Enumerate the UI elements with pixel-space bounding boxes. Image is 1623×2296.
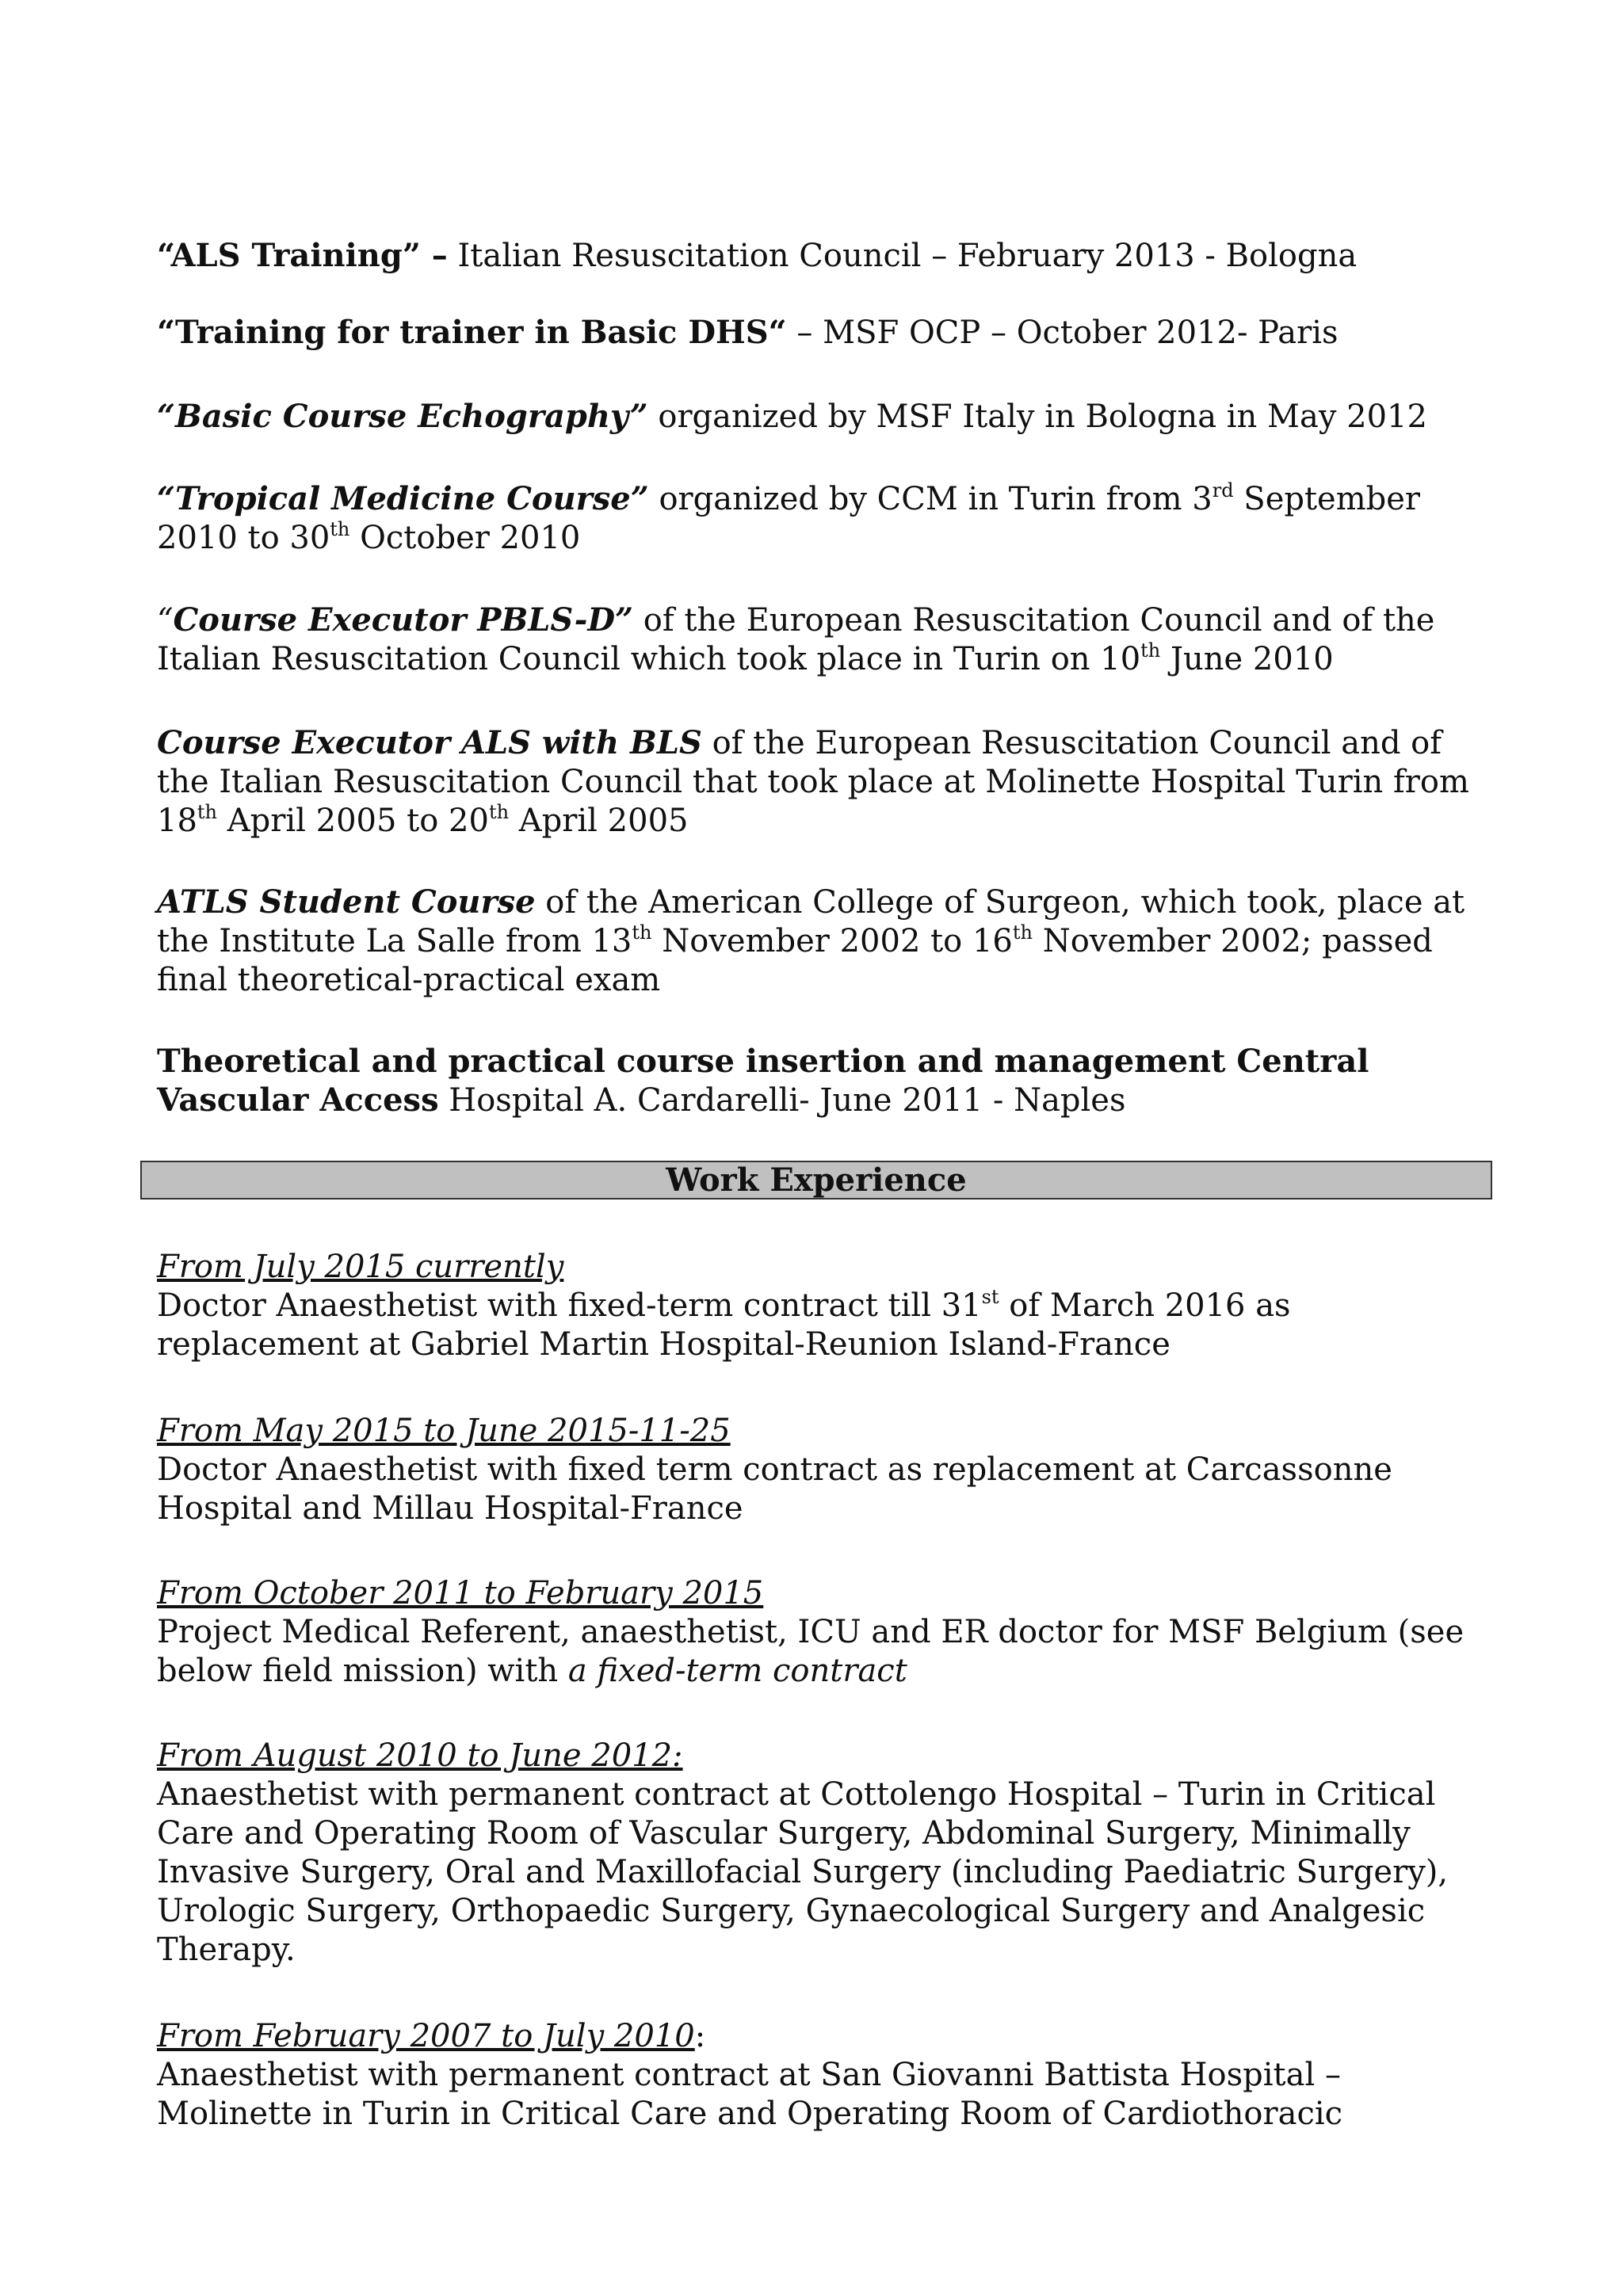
course-title: ATLS Student Course (157, 883, 536, 921)
job-period: From May 2015 to June 2015-11-25 (157, 1413, 731, 1449)
job-period: From February 2007 to July 2010 (157, 2018, 695, 2054)
job-line: Doctor Anaesthetist with fixed term contract as replacement at Carcassonne (157, 1451, 1392, 1488)
ordinal-suffix: rd (1212, 479, 1234, 502)
job-line: Urologic Surgery, Orthopaedic Surgery, Gynaecological Surgery and Analgesic (157, 1893, 1426, 1929)
ordinal-suffix: th (1012, 921, 1033, 944)
course-details: the Institute La Salle from 13 (157, 923, 632, 959)
course-title: “Basic Course Echography” (157, 398, 648, 435)
course-details: October 2010 (349, 520, 581, 556)
course-title: Course Executor PBLS-D” (173, 601, 634, 639)
job-line: Hospital and Millau Hospital-France (157, 1490, 743, 1527)
course-line (157, 883, 1488, 922)
course-executor-pbls-d (157, 601, 1488, 679)
job-entry (157, 1574, 1488, 1691)
job-details: below field mission) with (157, 1653, 568, 1689)
course-details: September (1233, 481, 1421, 517)
course-details: organized by CCM in Turin from 3 (648, 481, 1212, 517)
course-basic-echography (157, 397, 1488, 437)
course-atls-student (157, 883, 1488, 1000)
course-title-quote: “ (157, 602, 174, 639)
job-details: Doctor Anaesthetist with fixed-term contract till 31 (157, 1287, 982, 1324)
course-line (157, 1081, 1488, 1120)
course-details: 18 (157, 803, 197, 839)
ordinal-suffix: st (981, 1286, 999, 1308)
ordinal-suffix: th (330, 518, 350, 540)
ordinal-suffix: th (488, 801, 510, 823)
course-details: of the American College of Surgeon, which took, place at (535, 884, 1465, 921)
course-line (157, 601, 1488, 640)
job-line: Anaesthetist with permanent contract at San Giovanni Battista Hospital – (157, 2057, 1341, 2093)
course-title: “Tropical Medicine Course” (157, 480, 649, 517)
ordinal-suffix: th (197, 801, 218, 823)
course-details: June 2010 (1160, 641, 1334, 677)
course-details: Italian Resuscitation Council which took place in Turin on 10 (157, 641, 1141, 677)
course-details: of the European Resuscitation Council and of (701, 725, 1442, 761)
job-entry (157, 1412, 1488, 1528)
course-training-for-trainer (157, 313, 1488, 353)
course-line (157, 640, 1488, 679)
course-executor-als-bls (157, 723, 1488, 841)
job-period-line (157, 2017, 1488, 2056)
job-line (157, 1287, 1488, 1325)
course-details: of the European Resuscitation Council and of the (633, 602, 1435, 639)
course-line: final theoretical-practical exam (157, 962, 661, 998)
course-details: Hospital A. Cardarelli- June 2011 - Naples (438, 1082, 1126, 1119)
course-details: April 2005 to 20 (217, 803, 489, 839)
course-line (157, 519, 1488, 558)
course-details: 2010 to 30 (157, 520, 330, 556)
course-line (157, 723, 1488, 763)
course-line (157, 922, 1488, 961)
job-entry (157, 1248, 1488, 1364)
job-contract-type: a fixed-term contract (567, 1653, 907, 1689)
course-details: Italian Resuscitation Council – February 2013 - Bologna (447, 238, 1358, 274)
job-details: of March 2016 as (999, 1287, 1291, 1324)
course-line (157, 802, 1488, 841)
job-line (157, 1652, 1488, 1691)
job-entry (157, 2017, 1488, 2134)
course-details: November 2002; passed (1032, 923, 1433, 959)
ordinal-suffix: th (632, 921, 652, 944)
job-line: replacement at Gabriel Martin Hospital-Reunion Island-France (157, 1326, 1170, 1363)
job-period: From July 2015 currently (157, 1249, 564, 1285)
course-line: the Italian Resuscitation Council that took place at Molinette Hospital Turin from (157, 764, 1469, 800)
job-line: Molinette in Turin in Critical Care and Operating Room of Cardiothoracic (157, 2096, 1343, 2132)
job-line: Invasive Surgery, Oral and Maxillofacial Surgery (including Paediatric Surgery), (157, 1854, 1449, 1890)
course-tropical-medicine (157, 479, 1488, 558)
course-title: Course Executor ALS with BLS (157, 724, 702, 761)
job-line: Anaesthetist with permanent contract at Cottolengo Hospital – Turin in Critical (157, 1776, 1436, 1813)
course-title: Theoretical and practical course insertion and management Central (157, 1043, 1369, 1080)
job-period: From October 2011 to February 2015 (157, 1575, 764, 1611)
course-title: “ALS Training” – (157, 237, 448, 274)
course-details: November 2002 to 16 (651, 923, 1013, 959)
course-line (157, 479, 1488, 519)
course-details: – MSF OCP – October 2012- Paris (786, 315, 1338, 351)
course-als-training (157, 236, 1488, 276)
job-line: Project Medical Referent, anaesthetist, ICU and ER doctor for MSF Belgium (see (157, 1614, 1465, 1650)
job-line: Therapy. (157, 1932, 296, 1968)
course-title: Vascular Access (157, 1081, 439, 1119)
job-period-suffix: : (694, 2018, 706, 2054)
course-details: organized by MSF Italy in Bologna in May 2012 (647, 399, 1427, 435)
job-entry (157, 1737, 1488, 1970)
ordinal-suffix: th (1140, 639, 1161, 662)
job-line: Care and Operating Room of Vascular Surgery, Abdominal Surgery, Minimally (157, 1815, 1411, 1852)
job-period: From August 2010 to June 2012: (157, 1737, 683, 1774)
section-header-work-experience: Work Experience (140, 1161, 1492, 1199)
course-central-vascular-access (157, 1042, 1488, 1120)
course-details: April 2005 (509, 803, 689, 839)
course-title: “Training for trainer in Basic DHS“ (157, 314, 787, 351)
